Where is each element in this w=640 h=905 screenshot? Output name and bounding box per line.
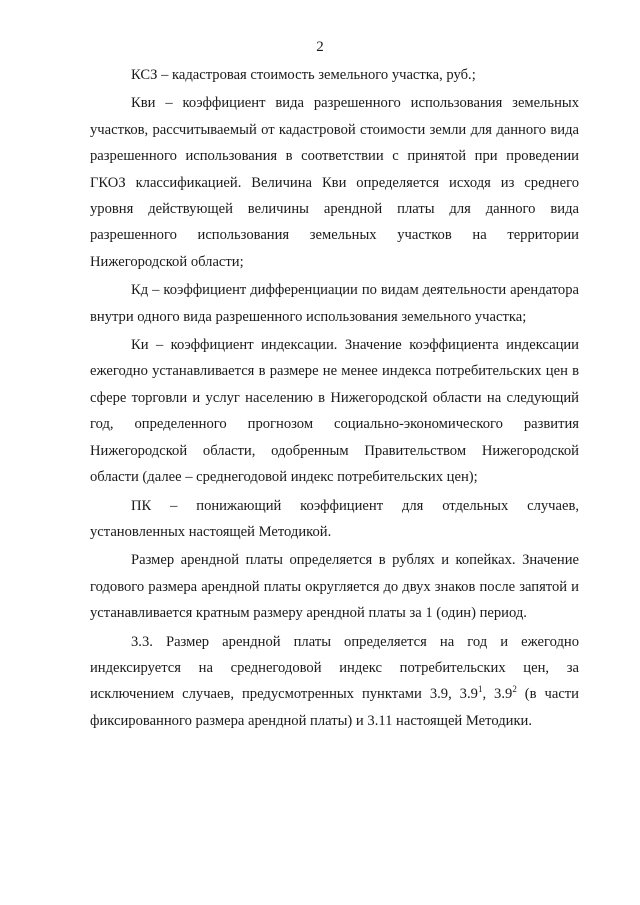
- document-body: [90, 62, 579, 736]
- paragraph-kvi: Кви – коэффициент вида разрешенного использования земельных участков, рассчитываемый от кадастровой стоимости земли для данного вида разрешенного использования в соответствии с принятой при проведении ГКОЗ классификацией. Величина Кви определяется исходя из среднего уровня действующей величины арендной платы для данного вида разрешенного использования земельных участков на территории Нижегородской области;: [90, 95, 579, 270]
- paragraph-rent-amount: Размер арендной платы определяется в рублях и копейках. Значение годового размера арендной платы округляется до двух знаков после запятой и устанавливается кратным размеру арендной платы за 1 (один) период.: [90, 552, 579, 622]
- paragraph-pk: ПК – понижающий коэффициент для отдельных случаев, установленных настоящей Методикой.: [90, 497, 579, 540]
- clause-3-3-text-after: (в части фиксированного размера арендной платы) и 3.11 настоящей Методики.: [90, 686, 579, 729]
- clause-3-3-text-middle: , 3.9: [482, 686, 513, 703]
- page-number: 2: [316, 39, 324, 55]
- clause-3-3-text-before: 3.3. Размер арендной платы определяется на год и ежегодно индексируется на среднегодовой индекс потребительских цен, за исключением случаев, предусмотренных пунктами 3.9, 3.9: [90, 633, 579, 703]
- paragraph-ki: Ки – коэффициент индексации. Значение коэффициента индексации ежегодно устанавливается в размере не менее индекса потребительских цен в сфере торговли и услуг населению в Нижегородской области на следующий год, определенного прогнозом социально-экономического развития Нижегородской области, одобренным Правительством Нижегородской области (далее – среднегодовой индекс потребительских цен);: [90, 337, 579, 486]
- paragraph-clause-3-3: [90, 629, 579, 735]
- clause-3-3-superscript-2: 2: [512, 684, 517, 695]
- paragraph-ksz: КСЗ – кадастровая стоимость земельного участка, руб.;: [131, 67, 476, 83]
- clause-3-3-superscript-1: 1: [477, 684, 483, 695]
- paragraph-kd: Кд – коэффициент дифференциации по видам деятельности арендатора внутри одного вида разрешенного использования земельного участка;: [90, 282, 579, 325]
